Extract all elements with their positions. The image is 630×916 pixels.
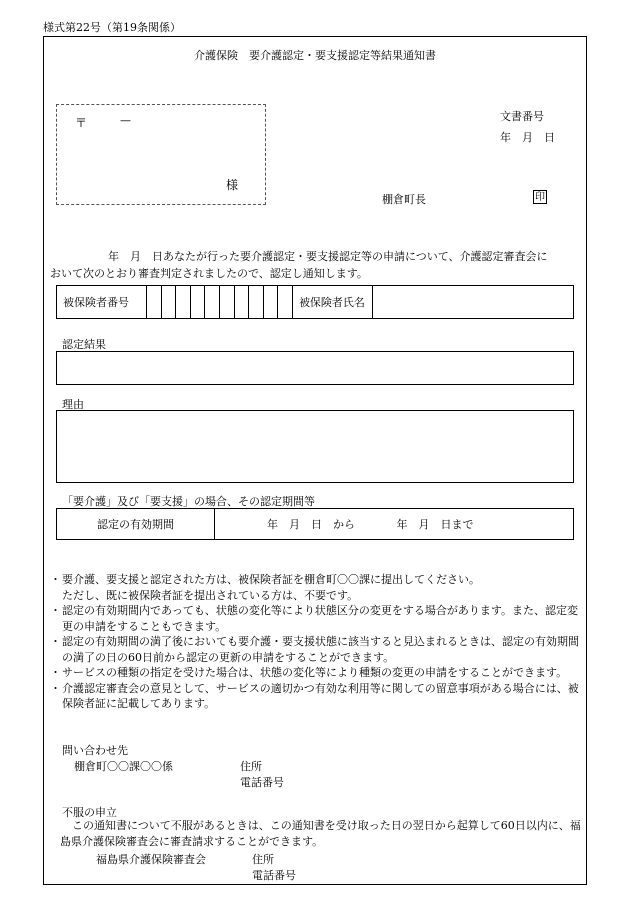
note-line: 要介護、要支援と認定された方は、被保険者証を棚倉町〇〇課に提出してください。 <box>62 573 480 586</box>
insured-number-digit-cell[interactable] <box>176 286 191 319</box>
insured-number-digit-cell[interactable] <box>219 286 234 319</box>
reason-field[interactable] <box>56 410 574 483</box>
note-line: ただし、既に被保険者証を提出されている方は、不要です。 <box>62 588 359 602</box>
validity-period-table <box>56 508 574 540</box>
form-number-label: 様式第22号（第19条関係） <box>43 21 181 34</box>
insured-number-digit-cell[interactable] <box>249 286 264 319</box>
note-item <box>50 572 585 603</box>
note-line: 認定の有効期間内であっても、状態の変化等により状態区分の変更をする場合があります。また、認定変更の申請をすることもできます。 <box>62 604 579 633</box>
insured-number-digit-cell[interactable] <box>190 286 205 319</box>
insured-number-digit-cell[interactable] <box>234 286 249 319</box>
note-item <box>50 665 585 681</box>
note-item <box>50 681 585 712</box>
appeal-text: この通知書について不服があるときは、この通知書を受け取った日の翌日から起算して60日以内に、福島県介護保険審査会に審査請求することができます。 <box>60 819 581 848</box>
intro-paragraph <box>50 248 580 282</box>
contact-phone-label: 電話番号 <box>240 776 284 789</box>
document-number-label: 文書番号 <box>500 110 544 123</box>
period-from: 年 月 日 から <box>267 518 355 531</box>
note-item <box>50 634 585 665</box>
note-bullet: ・ <box>50 666 61 679</box>
seal-stamp: 印 <box>535 192 545 203</box>
appeal-phone-label: 電話番号 <box>252 869 296 882</box>
period-to: 年 月 日まで <box>396 518 474 531</box>
validity-period-label: 認定の有効期間 <box>57 509 215 540</box>
postal-code-dash: — <box>120 114 131 127</box>
appeal-address-label: 住所 <box>252 853 274 866</box>
appeal-office: 福島県介護保険審査会 <box>96 853 206 866</box>
insured-number-digit-cell[interactable] <box>278 286 293 319</box>
insured-number-digit-cell[interactable] <box>147 286 162 319</box>
postal-mark: 〒 <box>75 116 88 130</box>
issue-date: 年 月 日 <box>500 131 555 144</box>
intro-line-2: おいて次のとおり審査判定されましたので、認定し通知します。 <box>50 267 368 280</box>
note-line: 認定の有効期間の満了後においても要介護・要支援状態に該当すると見込まれるときは、認定の有効期間の満了の日の60日前から認定の更新の申請をすることができます。 <box>62 635 579 664</box>
appeal-heading: 不服の申立 <box>62 806 117 819</box>
insured-number-digit-cell[interactable] <box>161 286 176 319</box>
period-heading: 「要介護」及び「要支援」の場合、その認定期間等 <box>62 495 315 508</box>
note-bullet: ・ <box>50 604 61 617</box>
insured-info-table <box>56 285 574 319</box>
result-label: 認定結果 <box>62 338 106 351</box>
insured-name-field[interactable] <box>372 286 573 319</box>
note-bullet: ・ <box>50 573 61 586</box>
note-item <box>50 603 585 634</box>
reason-label: 理由 <box>62 398 84 411</box>
contact-address-label: 住所 <box>240 760 262 773</box>
issuer-name: 棚倉町長 <box>382 193 426 206</box>
note-bullet: ・ <box>50 635 61 648</box>
document-title: 介護保険 要介護認定・要支援認定等結果通知書 <box>194 49 436 62</box>
intro-line-1: 年 月 日あなたが行った要介護認定・要支援認定等の申請について、介護認定審査会に <box>108 250 548 263</box>
note-line: 介護認定審査会の意見として、サービスの適切かつ有効な利用等に関しての留意事項がある場合には、被保険者証に記載してあります。 <box>62 681 579 710</box>
validity-period-field[interactable] <box>215 509 574 540</box>
recipient-honorific: 様 <box>226 178 239 192</box>
insured-number-label: 被保険者番号 <box>57 286 147 319</box>
result-field[interactable] <box>56 351 574 385</box>
note-line: サービスの種類の指定を受けた場合は、状態の変化等により種類の変更の申請をすることができます。 <box>62 666 568 679</box>
notes-list <box>50 572 585 712</box>
insured-number-digit-cell[interactable] <box>205 286 220 319</box>
contact-heading: 問い合わせ先 <box>62 744 128 757</box>
insured-number-digit-cell[interactable] <box>263 286 278 319</box>
insured-name-label: 被保険者氏名 <box>292 286 372 319</box>
note-bullet: ・ <box>50 681 61 695</box>
contact-office: 棚倉町〇〇課〇〇係 <box>74 760 173 773</box>
